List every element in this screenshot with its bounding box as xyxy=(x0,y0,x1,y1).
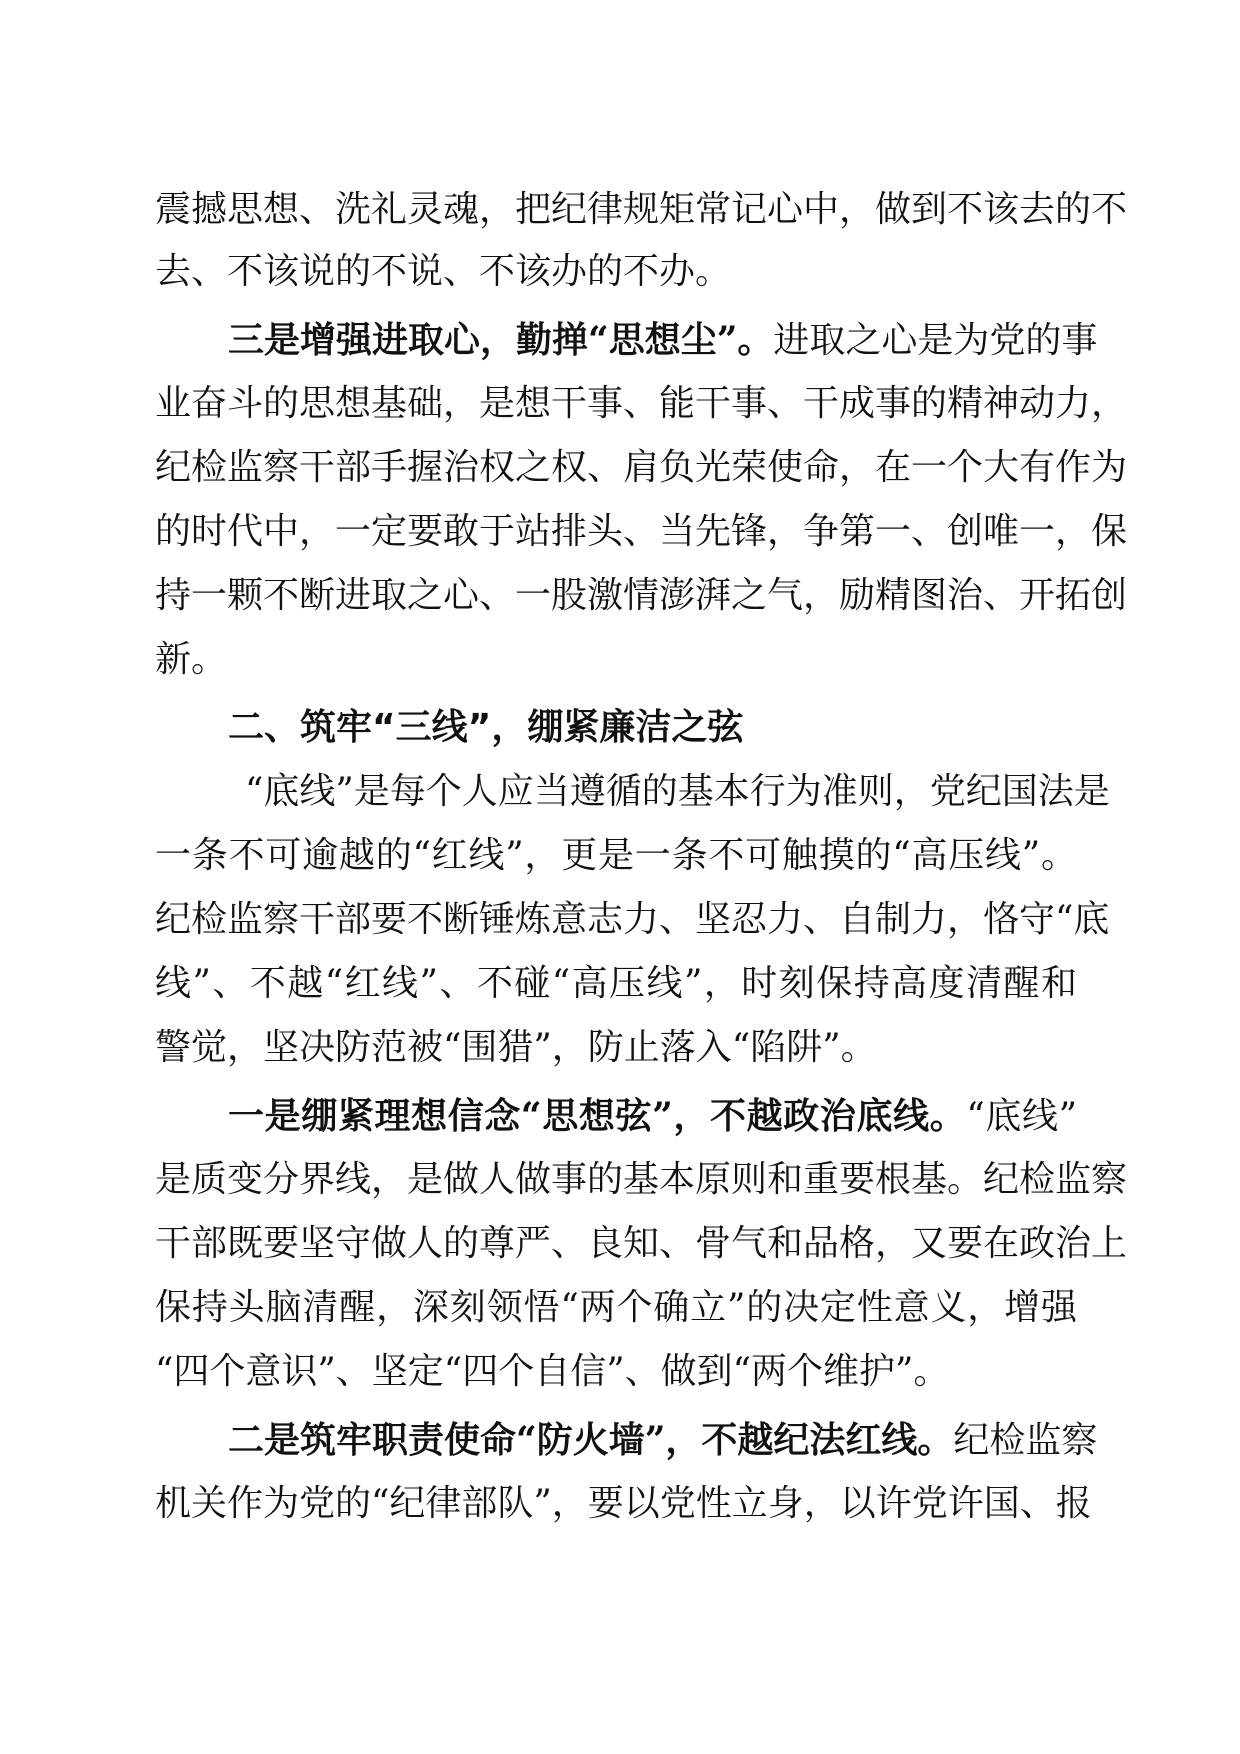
paragraph-line: 持一颗不断进取之心、一股激情澎湃之气，励精图治、开拓创 xyxy=(155,575,1128,616)
paragraph-first-line: “底线”是每个人应当遵循的基本行为准则，党纪国法是 xyxy=(245,771,1110,812)
paragraph-first-line xyxy=(228,1094,1077,1138)
paragraph-line: 业奋斗的思想基础，是想干事、能干事、干成事的精神动力， xyxy=(155,383,1128,424)
paragraph-line: 纪检监察干部手握治权之权、肩负光荣使命，在一个大有作为 xyxy=(155,447,1128,488)
paragraph-line: 去、不该说的不说、不该办的不办。 xyxy=(155,251,732,292)
paragraph-lead-bold: 一是绷紧理想信念“思想弦”，不越政治底线。 xyxy=(228,1095,967,1137)
paragraph-line: 警觉，坚决防范被“围猎”，防止落入“陷阱”。 xyxy=(155,1027,877,1068)
paragraph-line: 机关作为党的“纪律部队”，要以党性立身，以许党许国、报 xyxy=(155,1483,1092,1524)
paragraph-line: 保持头脑清醒，深刻领悟“两个确立”的决定性意义，增强 xyxy=(155,1287,1077,1328)
paragraph-lead-bold: 二是筑牢职责使命“防火墙”，不越纪法红线。 xyxy=(228,1419,954,1461)
paragraph-line: 是质变分界线，是做人做事的基本原则和重要根基。纪检监察 xyxy=(155,1159,1128,1200)
paragraph-line: 震撼思想、洗礼灵魂，把纪律规矩常记心中，做到不该去的不 xyxy=(155,189,1128,230)
paragraph-line: 线”、不越“红线”、不碰“高压线”，时刻保持高度清醒和 xyxy=(155,963,1077,1004)
paragraph-line: 干部既要坚守做人的尊严、良知、骨气和品格，又要在政治上 xyxy=(155,1223,1128,1264)
paragraph-line: 新。 xyxy=(155,639,228,680)
paragraph-line: “四个意识”、坚定“四个自信”、做到“两个维护”。 xyxy=(155,1351,950,1392)
paragraph-text: 进取之心是为党的事 xyxy=(773,320,1098,361)
paragraph-first-line xyxy=(228,1418,1098,1462)
section-heading: 二、筑牢“三线”，绷紧廉洁之弦 xyxy=(228,707,744,748)
paragraph-first-line xyxy=(228,318,1098,362)
paragraph-line: 的时代中，一定要敢于站排头、当先锋，争第一、创唯一，保 xyxy=(155,511,1128,552)
paragraph-text: “底线” xyxy=(966,1096,1077,1137)
paragraph-lead-bold: 三是增强进取心，勤掸“思想尘”。 xyxy=(228,319,774,361)
paragraph-line: 纪检监察干部要不断锤炼意志力、坚忍力、自制力，恪守“底 xyxy=(155,899,1110,940)
paragraph-text: 纪检监察 xyxy=(953,1420,1098,1461)
paragraph-line: 一条不可逾越的“红线”，更是一条不可触摸的“高压线”。 xyxy=(155,835,1077,876)
